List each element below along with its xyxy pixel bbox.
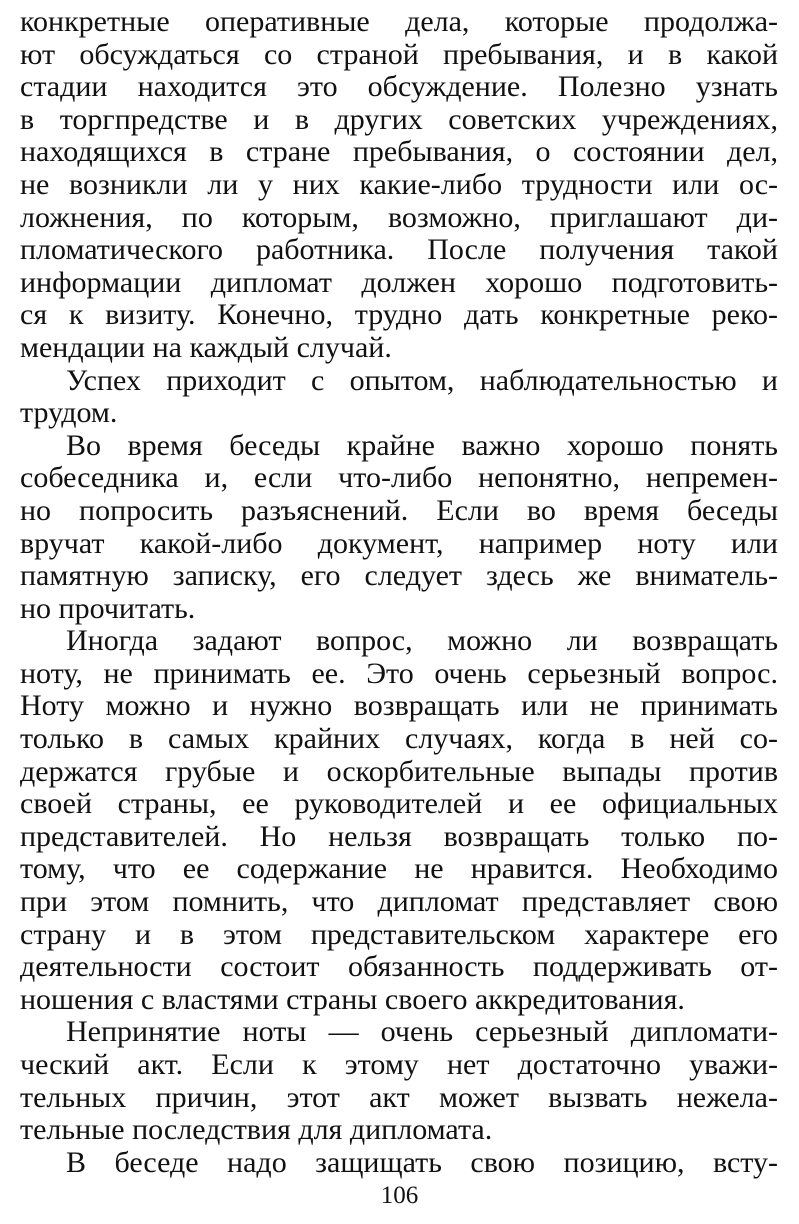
text-line: деятельности состоит обязанность поддерживать от-	[20, 951, 778, 984]
book-page-text	[20, 6, 778, 1179]
text-line: информации дипломат должен хорошо подготовить-	[20, 266, 778, 299]
text-line: держатся грубые и оскорбительные выпады против	[20, 755, 778, 788]
text-line: В беседе надо защищать свою позицию, всту-	[66, 1146, 778, 1179]
text-line: собеседника и, если что-либо непонятно, непремен-	[20, 462, 778, 495]
paragraph-non-acceptance	[20, 1016, 778, 1146]
paragraph-success	[20, 365, 778, 430]
paragraph-defend-position	[20, 1147, 778, 1180]
text-line: страну и в этом представительском характере его	[20, 918, 778, 951]
text-line: тельных причин, этот акт может вызвать нежела-	[20, 1081, 778, 1114]
text-line: мендации на каждый случай.	[20, 331, 392, 364]
text-line: ют обсуждаться со страной пребывания, и в какой	[20, 38, 778, 71]
text-line: не возникли ли у них какие-либо трудности или ос-	[20, 168, 778, 201]
paragraph-conversation	[20, 430, 778, 626]
text-line: представителей. Но нельзя возвращать только по-	[20, 820, 778, 853]
text-line: Иногда задают вопрос, можно ли возвращать	[66, 625, 778, 658]
text-line: в торгпредстве и в других советских учреждениях,	[20, 103, 778, 136]
text-line: трудом.	[20, 397, 118, 430]
text-line: Ноту можно и нужно возвращать или не принимать	[20, 690, 778, 723]
text-line: Успех приходит с опытом, наблюдательностью и	[66, 364, 778, 397]
paragraph-returning-note	[20, 625, 778, 1016]
paragraph-continuation	[20, 6, 778, 365]
text-line: ношения с властями страны своего аккредитования.	[20, 983, 685, 1016]
text-line: при этом помнить, что дипломат представляет свою	[20, 886, 778, 919]
text-line: ся к визиту. Конечно, трудно дать конкретные реко-	[20, 299, 778, 332]
text-line: вручат какой-либо документ, например ноту или	[20, 527, 778, 560]
text-line: своей страны, ее руководителей и ее официальных	[20, 788, 778, 821]
text-line: находящихся в стране пребывания, о состоянии дел,	[20, 136, 778, 169]
text-line: но прочитать.	[20, 592, 196, 625]
text-line: ческий акт. Если к этому нет достаточно уважи-	[20, 1049, 778, 1081]
text-line: ноту, не принимать ее. Это очень серьезный вопрос.	[20, 657, 778, 690]
text-line: только в самых крайних случаях, когда в ней со-	[20, 723, 778, 756]
text-line: пломатического работника. После получения такой	[20, 234, 778, 267]
text-line: тому, что ее содержание не нравится. Необходимо	[20, 853, 778, 886]
text-line: ложнения, по которым, возможно, приглашают ди-	[20, 201, 778, 234]
text-line: Во время беседы крайне важно хорошо понять	[66, 429, 778, 462]
text-line: стадии находится это обсуждение. Полезно узнать	[20, 71, 778, 104]
text-line: Непринятие ноты — очень серьезный дипломати-	[66, 1016, 778, 1049]
text-line: памятную записку, его следует здесь же вниматель-	[20, 560, 778, 593]
text-line: конкретные оперативные дела, которые продолжа-	[20, 6, 778, 38]
text-line: тельные последствия для дипломата.	[20, 1114, 493, 1147]
page-number: 106	[380, 1182, 419, 1209]
text-line: но попросить разъяснений. Если во время беседы	[20, 494, 778, 527]
